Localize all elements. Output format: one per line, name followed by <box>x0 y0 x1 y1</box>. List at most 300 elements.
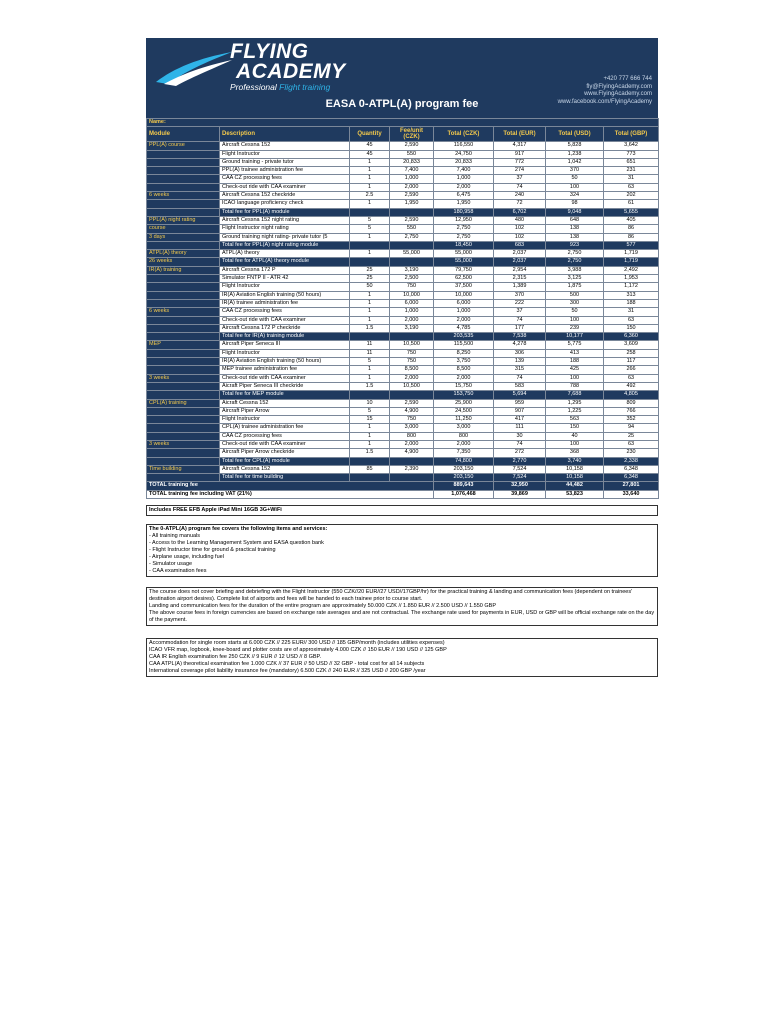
row-value: 74 <box>494 374 546 382</box>
module-total-value: 6,348 <box>604 474 659 482</box>
fee-row <box>147 465 659 473</box>
row-value: 413 <box>546 349 604 357</box>
row-value: 4,317 <box>494 142 546 150</box>
row-value: 74 <box>494 183 546 191</box>
module-total-value: 6,360 <box>604 333 659 341</box>
module-cell: MEP <box>147 341 220 349</box>
row-value: 3,190 <box>390 266 434 274</box>
fee-row <box>147 200 659 208</box>
row-value: 111 <box>494 424 546 432</box>
fee-row <box>147 432 659 440</box>
grand-total-czk: 889,643 <box>434 482 494 490</box>
blank-cell <box>390 391 434 399</box>
row-description: Aicraft Cessna 152 <box>220 399 350 407</box>
row-value: 306 <box>494 349 546 357</box>
row-description: Check-out ride with CAA examiner <box>220 183 350 191</box>
row-value: 3,642 <box>604 142 659 150</box>
row-value: 100 <box>546 183 604 191</box>
row-description: Ground training night rating- private tutor (5 <box>220 233 350 241</box>
logo-line-2: ACADEMY <box>236 60 346 83</box>
row-value: 917 <box>494 150 546 158</box>
row-description: Flight Instructor <box>220 349 350 357</box>
row-value: 2,750 <box>546 250 604 258</box>
row-value: 117 <box>604 358 659 366</box>
vat-total-czk: 1,076,468 <box>434 490 494 498</box>
module-total-row <box>147 333 659 341</box>
module-cell <box>147 275 220 283</box>
row-value: 1,950 <box>434 200 494 208</box>
row-value: 100 <box>546 440 604 448</box>
module-total-value: 18,450 <box>434 241 494 249</box>
row-value: 500 <box>546 291 604 299</box>
row-value: 10,158 <box>546 465 604 473</box>
row-value: 2,000 <box>390 440 434 448</box>
col-total-gbp: Total (GBP) <box>604 127 659 142</box>
module-cell <box>147 208 220 216</box>
fee-row <box>147 175 659 183</box>
header-banner <box>146 38 658 118</box>
module-cell <box>147 391 220 399</box>
blank-cell <box>350 241 390 249</box>
row-description: CAA CZ processing fees <box>220 308 350 316</box>
row-value: 1,238 <box>546 150 604 158</box>
fee-row <box>147 440 659 448</box>
row-value: 563 <box>546 416 604 424</box>
vat-total-row <box>147 490 659 498</box>
row-description: Ground training - private tutor <box>220 158 350 166</box>
row-value: 2,590 <box>390 399 434 407</box>
module-total-value: 2,750 <box>546 258 604 266</box>
row-value: 37 <box>494 308 546 316</box>
contact-phone: +420 777 666 744 <box>603 76 652 82</box>
module-cell: ATPL(A) theory <box>147 250 220 258</box>
row-value: 3,988 <box>546 266 604 274</box>
row-value: 1,000 <box>390 308 434 316</box>
row-value: 1,719 <box>604 250 659 258</box>
logo-tagline: Professional Flight training <box>230 82 331 92</box>
row-value: 188 <box>604 299 659 307</box>
row-value: 4,785 <box>434 324 494 332</box>
module-total-label: Total fee for MEP module <box>220 391 350 399</box>
module-total-label: Total fee for ATPL(A) theory module <box>220 258 350 266</box>
row-value: 3,750 <box>434 358 494 366</box>
row-description: ATPL(A) theory <box>220 250 350 258</box>
fee-row <box>147 225 659 233</box>
row-value: 10 <box>350 399 390 407</box>
module-cell <box>147 366 220 374</box>
row-value: 10,000 <box>390 291 434 299</box>
module-cell <box>147 449 220 457</box>
row-value: 1 <box>350 158 390 166</box>
row-value: 150 <box>546 424 604 432</box>
vat-total-gbp: 33,640 <box>604 490 659 498</box>
row-value: 138 <box>546 233 604 241</box>
contact-facebook[interactable]: www.facebook.com/FlyingAcademy <box>557 98 652 105</box>
fee-row <box>147 233 659 241</box>
row-value: 1 <box>350 183 390 191</box>
fee-row <box>147 358 659 366</box>
row-description: CAA CZ processing fees <box>220 175 350 183</box>
row-value: 2,590 <box>390 142 434 150</box>
col-total-eur: Total (EUR) <box>494 127 546 142</box>
module-cell <box>147 407 220 415</box>
fee-row <box>147 407 659 415</box>
row-value: 37 <box>494 175 546 183</box>
covers-item: - Access to the Learning Management System and EASA question bank <box>149 540 324 547</box>
module-cell <box>147 432 220 440</box>
covers-heading: The 0-ATPL(A) program fee covers the following items and services: <box>149 526 328 533</box>
module-total-value: 10,177 <box>546 333 604 341</box>
row-description: Aircraft Piper Seneca III <box>220 341 350 349</box>
row-value: 1,000 <box>390 175 434 183</box>
row-value: 98 <box>546 200 604 208</box>
fee-row <box>147 416 659 424</box>
row-value: 324 <box>546 192 604 200</box>
module-total-value: 4,805 <box>604 391 659 399</box>
row-value: 800 <box>434 432 494 440</box>
covers-item: - Airplane usage, including fuel <box>149 554 224 561</box>
covers-item: - Simulator usage <box>149 561 193 568</box>
row-value: 1,172 <box>604 283 659 291</box>
col-fee-unit: Fee/unit (CZK) <box>390 127 434 142</box>
row-value: 2,590 <box>390 192 434 200</box>
row-value: 3,000 <box>434 424 494 432</box>
fee-row <box>147 266 659 274</box>
row-description: Aircraft Cessna 152 <box>220 465 350 473</box>
module-cell: 6 weeks <box>147 192 220 200</box>
row-value: 1.5 <box>350 449 390 457</box>
row-value: 20,833 <box>434 158 494 166</box>
blank-cell <box>390 258 434 266</box>
row-value: 188 <box>546 358 604 366</box>
row-value: 809 <box>604 399 659 407</box>
extra-maps: ICAO VFR map, logbook, knee-board and plotter costs are of approximately 4.000 CZK // 150 EUR // 190 USD // 125 GBP <box>149 647 447 654</box>
row-value: 50 <box>546 175 604 183</box>
name-row <box>147 119 659 127</box>
row-description: Aircraft Piper Arrow <box>220 407 350 415</box>
row-value: 8,500 <box>390 366 434 374</box>
fee-row <box>147 399 659 407</box>
row-value: 2,000 <box>390 183 434 191</box>
row-value: 7,400 <box>390 167 434 175</box>
covers-item: - All training manuals <box>149 533 201 540</box>
module-cell <box>147 333 220 341</box>
row-value: 959 <box>494 399 546 407</box>
row-value: 6,000 <box>390 299 434 307</box>
module-total-value: 9,048 <box>546 208 604 216</box>
row-value: 15 <box>350 416 390 424</box>
vat-total-eur: 39,869 <box>494 490 546 498</box>
contact-email[interactable]: fly@FlyingAcademy.com <box>586 83 652 90</box>
row-value: 86 <box>604 225 659 233</box>
row-value: 583 <box>494 382 546 390</box>
row-description: Aircraft Cessna 152 night rating <box>220 216 350 224</box>
module-total-value: 6,702 <box>494 208 546 216</box>
note-briefing: The course does not cover briefing and debriefing with the Flight Instructor (550 CZK//20 EUR//27 USD//17GBP/hr) for the practical training & landing and communication fees (dependent on trainees' destination airport desires). Complete list of airports and fees will be handed to each trainee prior to course start. <box>149 589 633 603</box>
row-value: 3,609 <box>604 341 659 349</box>
row-description: Flight Instructor <box>220 283 350 291</box>
row-value: 1 <box>350 200 390 208</box>
column-header-row <box>147 127 659 142</box>
row-value: 63 <box>604 183 659 191</box>
note-landing-fees: Landing and communication fees for the duration of the entire program are approximately 50.000 CZK // 1.850 EUR // 2.500 USD // 1.550 GBP <box>149 603 496 610</box>
blank-cell <box>390 457 434 465</box>
row-description: CPL(A) trainee administration fee <box>220 424 350 432</box>
row-value: 230 <box>604 449 659 457</box>
col-quantity: Quantity <box>350 127 390 142</box>
fee-row <box>147 349 659 357</box>
name-label: Name: <box>147 119 659 127</box>
module-total-value: 10,158 <box>546 474 604 482</box>
row-description: ICAO language proficiency check <box>220 200 350 208</box>
row-value: 1,225 <box>546 407 604 415</box>
row-value: 94 <box>604 424 659 432</box>
row-value: 1,042 <box>546 158 604 166</box>
module-total-row <box>147 208 659 216</box>
module-cell: course <box>147 225 220 233</box>
row-value: 2,000 <box>390 316 434 324</box>
row-value: 750 <box>390 349 434 357</box>
contact-website[interactable]: www.FlyingAcademy.com <box>584 91 652 97</box>
module-cell: PPL(A) night rating <box>147 216 220 224</box>
row-value: 4,900 <box>390 449 434 457</box>
module-total-value: 2,338 <box>604 457 659 465</box>
row-value: 766 <box>604 407 659 415</box>
fee-row <box>147 142 659 150</box>
module-cell: 3 weeks <box>147 440 220 448</box>
row-value: 405 <box>604 216 659 224</box>
extra-atpl-exam: CAA ATPL(A) theoretical examination fee 1.000 CZK // 37 EUR // 50 USD // 32 GBP - total cost for all 14 subjects <box>149 661 425 668</box>
row-value: 74 <box>494 440 546 448</box>
row-value: 85 <box>350 465 390 473</box>
row-value: 800 <box>390 432 434 440</box>
row-description: PPL(A) trainee administration fee <box>220 167 350 175</box>
row-description: Aircraft Cessna 172 P checkride <box>220 324 350 332</box>
grand-total-usd: 44,482 <box>546 482 604 490</box>
row-value: 1,875 <box>546 283 604 291</box>
row-value: 1 <box>350 308 390 316</box>
module-total-value: 923 <box>546 241 604 249</box>
row-value: 2,954 <box>494 266 546 274</box>
fee-row <box>147 283 659 291</box>
fee-row <box>147 150 659 158</box>
row-value: 50 <box>350 283 390 291</box>
fee-row <box>147 308 659 316</box>
row-value: 11,250 <box>434 416 494 424</box>
row-value: 2,390 <box>390 465 434 473</box>
row-value: 72 <box>494 200 546 208</box>
module-total-value: 153,750 <box>434 391 494 399</box>
module-cell: IR(A) training <box>147 266 220 274</box>
row-value: 1 <box>350 366 390 374</box>
fee-row <box>147 324 659 332</box>
module-cell <box>147 167 220 175</box>
row-description: Check-out ride with CAA examiner <box>220 316 350 324</box>
col-description: Description <box>220 127 350 142</box>
module-total-value: 577 <box>604 241 659 249</box>
blank-cell <box>390 241 434 249</box>
row-value: 61 <box>604 200 659 208</box>
row-value: 1,000 <box>434 175 494 183</box>
covers-item: - CAA examination fees <box>149 568 207 575</box>
module-cell <box>147 382 220 390</box>
row-value: 315 <box>494 366 546 374</box>
row-value: 10,000 <box>434 291 494 299</box>
row-value: 5,775 <box>546 341 604 349</box>
vat-total-label: TOTAL training fee including VAT (21%) <box>147 490 434 498</box>
includes-text: Includes FREE EFB Apple iPad Mini 16GB 3G+WiFi <box>149 507 282 514</box>
program-title: EASA 0-ATPL(A) program fee <box>325 98 479 110</box>
fee-row <box>147 183 659 191</box>
row-value: 492 <box>604 382 659 390</box>
row-value: 2,000 <box>434 316 494 324</box>
col-module: Module <box>147 127 220 142</box>
extras-box <box>146 638 658 677</box>
row-value: 907 <box>494 407 546 415</box>
fee-row <box>147 299 659 307</box>
module-cell <box>147 158 220 166</box>
row-description: IR(A) Aviation English training (50 hours) <box>220 358 350 366</box>
plane-swoosh-icon <box>154 46 234 86</box>
row-value: 3,000 <box>390 424 434 432</box>
row-value: 274 <box>494 167 546 175</box>
module-cell: Time building <box>147 465 220 473</box>
row-value: 10,500 <box>390 341 434 349</box>
row-value: 240 <box>494 192 546 200</box>
module-cell: 6 weeks <box>147 308 220 316</box>
row-value: 370 <box>546 167 604 175</box>
row-value: 177 <box>494 324 546 332</box>
fee-row <box>147 250 659 258</box>
row-description: CAA CZ processing fees <box>220 432 350 440</box>
module-total-label: Total fee for PPL(A) night rating module <box>220 241 350 249</box>
row-value: 5 <box>350 407 390 415</box>
row-value: 1.5 <box>350 382 390 390</box>
row-value: 258 <box>604 349 659 357</box>
col-total-usd: Total (USD) <box>546 127 604 142</box>
module-total-row <box>147 258 659 266</box>
row-value: 2,000 <box>390 374 434 382</box>
module-cell <box>147 457 220 465</box>
row-value: 2,037 <box>494 250 546 258</box>
blank-cell <box>390 208 434 216</box>
module-total-label: Total fee for CPL(A) module <box>220 457 350 465</box>
row-value: 2,315 <box>494 275 546 283</box>
row-value: 750 <box>390 358 434 366</box>
fee-row <box>147 158 659 166</box>
blank-cell <box>350 391 390 399</box>
covers-item: - Flight Instructor time for ground & practical training <box>149 547 276 554</box>
module-cell <box>147 424 220 432</box>
row-value: 8,250 <box>434 349 494 357</box>
row-value: 1.5 <box>350 324 390 332</box>
fee-row <box>147 291 659 299</box>
row-value: 150 <box>604 324 659 332</box>
fee-row <box>147 275 659 283</box>
module-cell <box>147 349 220 357</box>
row-value: 138 <box>546 225 604 233</box>
row-value: 63 <box>604 440 659 448</box>
extra-english-exam: CAA IR English examination fee 250 CZK // 9 EUR // 12 USD // 8 GBP. <box>149 654 322 661</box>
row-value: 2,750 <box>390 233 434 241</box>
row-value: 1 <box>350 316 390 324</box>
row-value: 1 <box>350 233 390 241</box>
module-cell: PPL(A) course <box>147 142 220 150</box>
module-total-label: Total fee for IR(A) training module <box>220 333 350 341</box>
module-total-row <box>147 391 659 399</box>
row-value: 772 <box>494 158 546 166</box>
row-value: 773 <box>604 150 659 158</box>
row-value: 100 <box>546 374 604 382</box>
module-total-value: 2,037 <box>494 258 546 266</box>
row-value: 2,492 <box>604 266 659 274</box>
row-description: Aircraft Cessna 172 P <box>220 266 350 274</box>
row-value: 1 <box>350 299 390 307</box>
row-value: 50 <box>546 308 604 316</box>
row-value: 31 <box>604 175 659 183</box>
row-description: Check-out ride with CAA examiner <box>220 440 350 448</box>
module-total-value: 683 <box>494 241 546 249</box>
row-value: 1 <box>350 440 390 448</box>
row-value: 2,500 <box>390 275 434 283</box>
row-value: 425 <box>546 366 604 374</box>
row-value: 1,950 <box>390 200 434 208</box>
row-description: Check-out ride with CAA examiner <box>220 374 350 382</box>
fee-row <box>147 366 659 374</box>
row-value: 45 <box>350 142 390 150</box>
row-value: 1,295 <box>546 399 604 407</box>
blank-cell <box>350 258 390 266</box>
row-value: 6,348 <box>604 465 659 473</box>
row-value: 25,900 <box>434 399 494 407</box>
row-description: MEP trainee administration fee <box>220 366 350 374</box>
row-value: 222 <box>494 299 546 307</box>
row-value: 352 <box>604 416 659 424</box>
row-value: 15,750 <box>434 382 494 390</box>
row-value: 6,475 <box>434 192 494 200</box>
fee-row <box>147 341 659 349</box>
module-cell <box>147 241 220 249</box>
row-value: 7,524 <box>494 465 546 473</box>
row-value: 63 <box>604 316 659 324</box>
row-value: 1 <box>350 250 390 258</box>
row-value: 788 <box>546 382 604 390</box>
row-value: 1 <box>350 432 390 440</box>
fee-body <box>147 142 659 482</box>
blank-cell <box>390 333 434 341</box>
row-value: 648 <box>546 216 604 224</box>
row-value: 2,000 <box>434 183 494 191</box>
row-value: 8,500 <box>434 366 494 374</box>
module-cell: 3 days <box>147 233 220 241</box>
row-description: Flight Instructor <box>220 150 350 158</box>
row-value: 12,950 <box>434 216 494 224</box>
module-cell <box>147 183 220 191</box>
row-value: 6,000 <box>434 299 494 307</box>
vat-total-usd: 53,823 <box>546 490 604 498</box>
grand-total-eur: 32,950 <box>494 482 546 490</box>
row-value: 3,125 <box>546 275 604 283</box>
module-cell <box>147 283 220 291</box>
logo-wordmark <box>230 42 346 82</box>
module-total-value: 1,719 <box>604 258 659 266</box>
module-total-row <box>147 241 659 249</box>
module-total-value: 74,800 <box>434 457 494 465</box>
blank-cell <box>350 474 390 482</box>
grand-total-gbp: 27,801 <box>604 482 659 490</box>
row-value: 1 <box>350 291 390 299</box>
row-value: 1 <box>350 374 390 382</box>
